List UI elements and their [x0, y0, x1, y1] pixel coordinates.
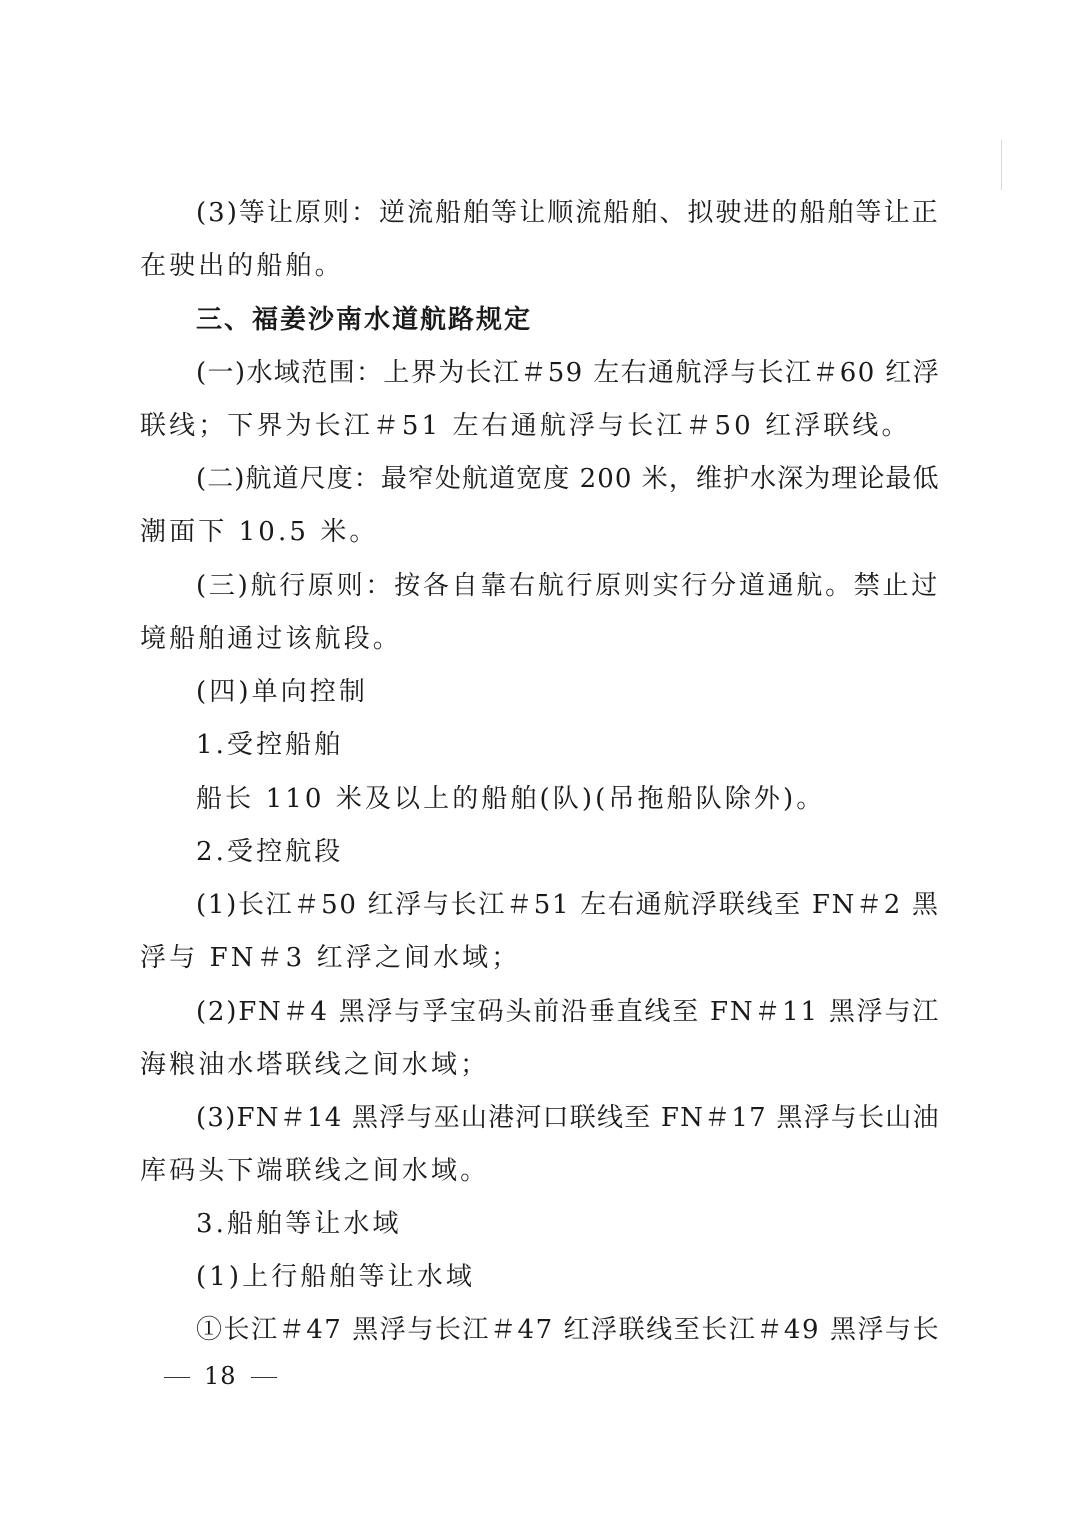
page-number: 18	[204, 1362, 237, 1390]
subheading-line: (四)单向控制	[196, 677, 368, 707]
paragraph-line: (二)航道尺度：最窄处航道宽度 200 米，维护水深为理论最低	[196, 464, 940, 494]
footer-dash-right	[251, 1377, 277, 1378]
paragraph-line: (一)水域范围：上界为长江＃59 左右通航浮与长江＃60 红浮	[196, 358, 941, 388]
page-footer	[150, 1362, 291, 1390]
subheading-line: 2.受控航段	[196, 837, 344, 867]
paragraph-line: 库码头下端联线之间水域。	[140, 1156, 490, 1186]
subheading-line: 1.受控船舶	[196, 730, 344, 760]
paragraph-line: 潮面下 10.5 米。	[140, 517, 379, 547]
scan-edge-mark	[1001, 140, 1002, 190]
subheading-line: (1)上行船舶等让水域	[196, 1262, 475, 1292]
paragraph-line: (三)航行原则：按各自靠右航行原则实行分道通航。禁止过	[196, 571, 940, 601]
paragraph-line: (3)等让原则：逆流船舶等让顺流船舶、拟驶进的船舶等让正	[196, 198, 940, 228]
paragraph-line: 联线；下界为长江＃51 左右通航浮与长江＃50 红浮联线。	[140, 411, 911, 441]
section-heading: 三、福姜沙南水道航路规定	[196, 305, 533, 335]
paragraph-line: 海粮油水塔联线之间水域；	[140, 1050, 490, 1080]
paragraph-line: ①长江＃47 黑浮与长江＃47 红浮联线至长江＃49 黑浮与长	[196, 1315, 941, 1345]
paragraph-line: (3)FN＃14 黑浮与巫山港河口联线至 FN＃17 黑浮与长山油	[196, 1103, 940, 1133]
paragraph-line: (1)长江＃50 红浮与长江＃51 左右通航浮联线至 FN＃2 黑	[196, 890, 940, 920]
paragraph-line: 境船舶通过该航段。	[140, 624, 402, 654]
paragraph-line: 浮与 FN＃3 红浮之间水域；	[140, 943, 521, 973]
paragraph-line: 在驶出的船舶。	[140, 251, 344, 281]
paragraph-line: (2)FN＃4 黑浮与孚宝码头前沿垂直线至 FN＃11 黑浮与江	[196, 997, 941, 1027]
subheading-line: 3.船舶等让水域	[196, 1209, 402, 1239]
footer-dash-left	[164, 1377, 190, 1378]
paragraph-line: 船长 110 米及以上的船舶(队)(吊拖船队除外)。	[196, 784, 826, 814]
